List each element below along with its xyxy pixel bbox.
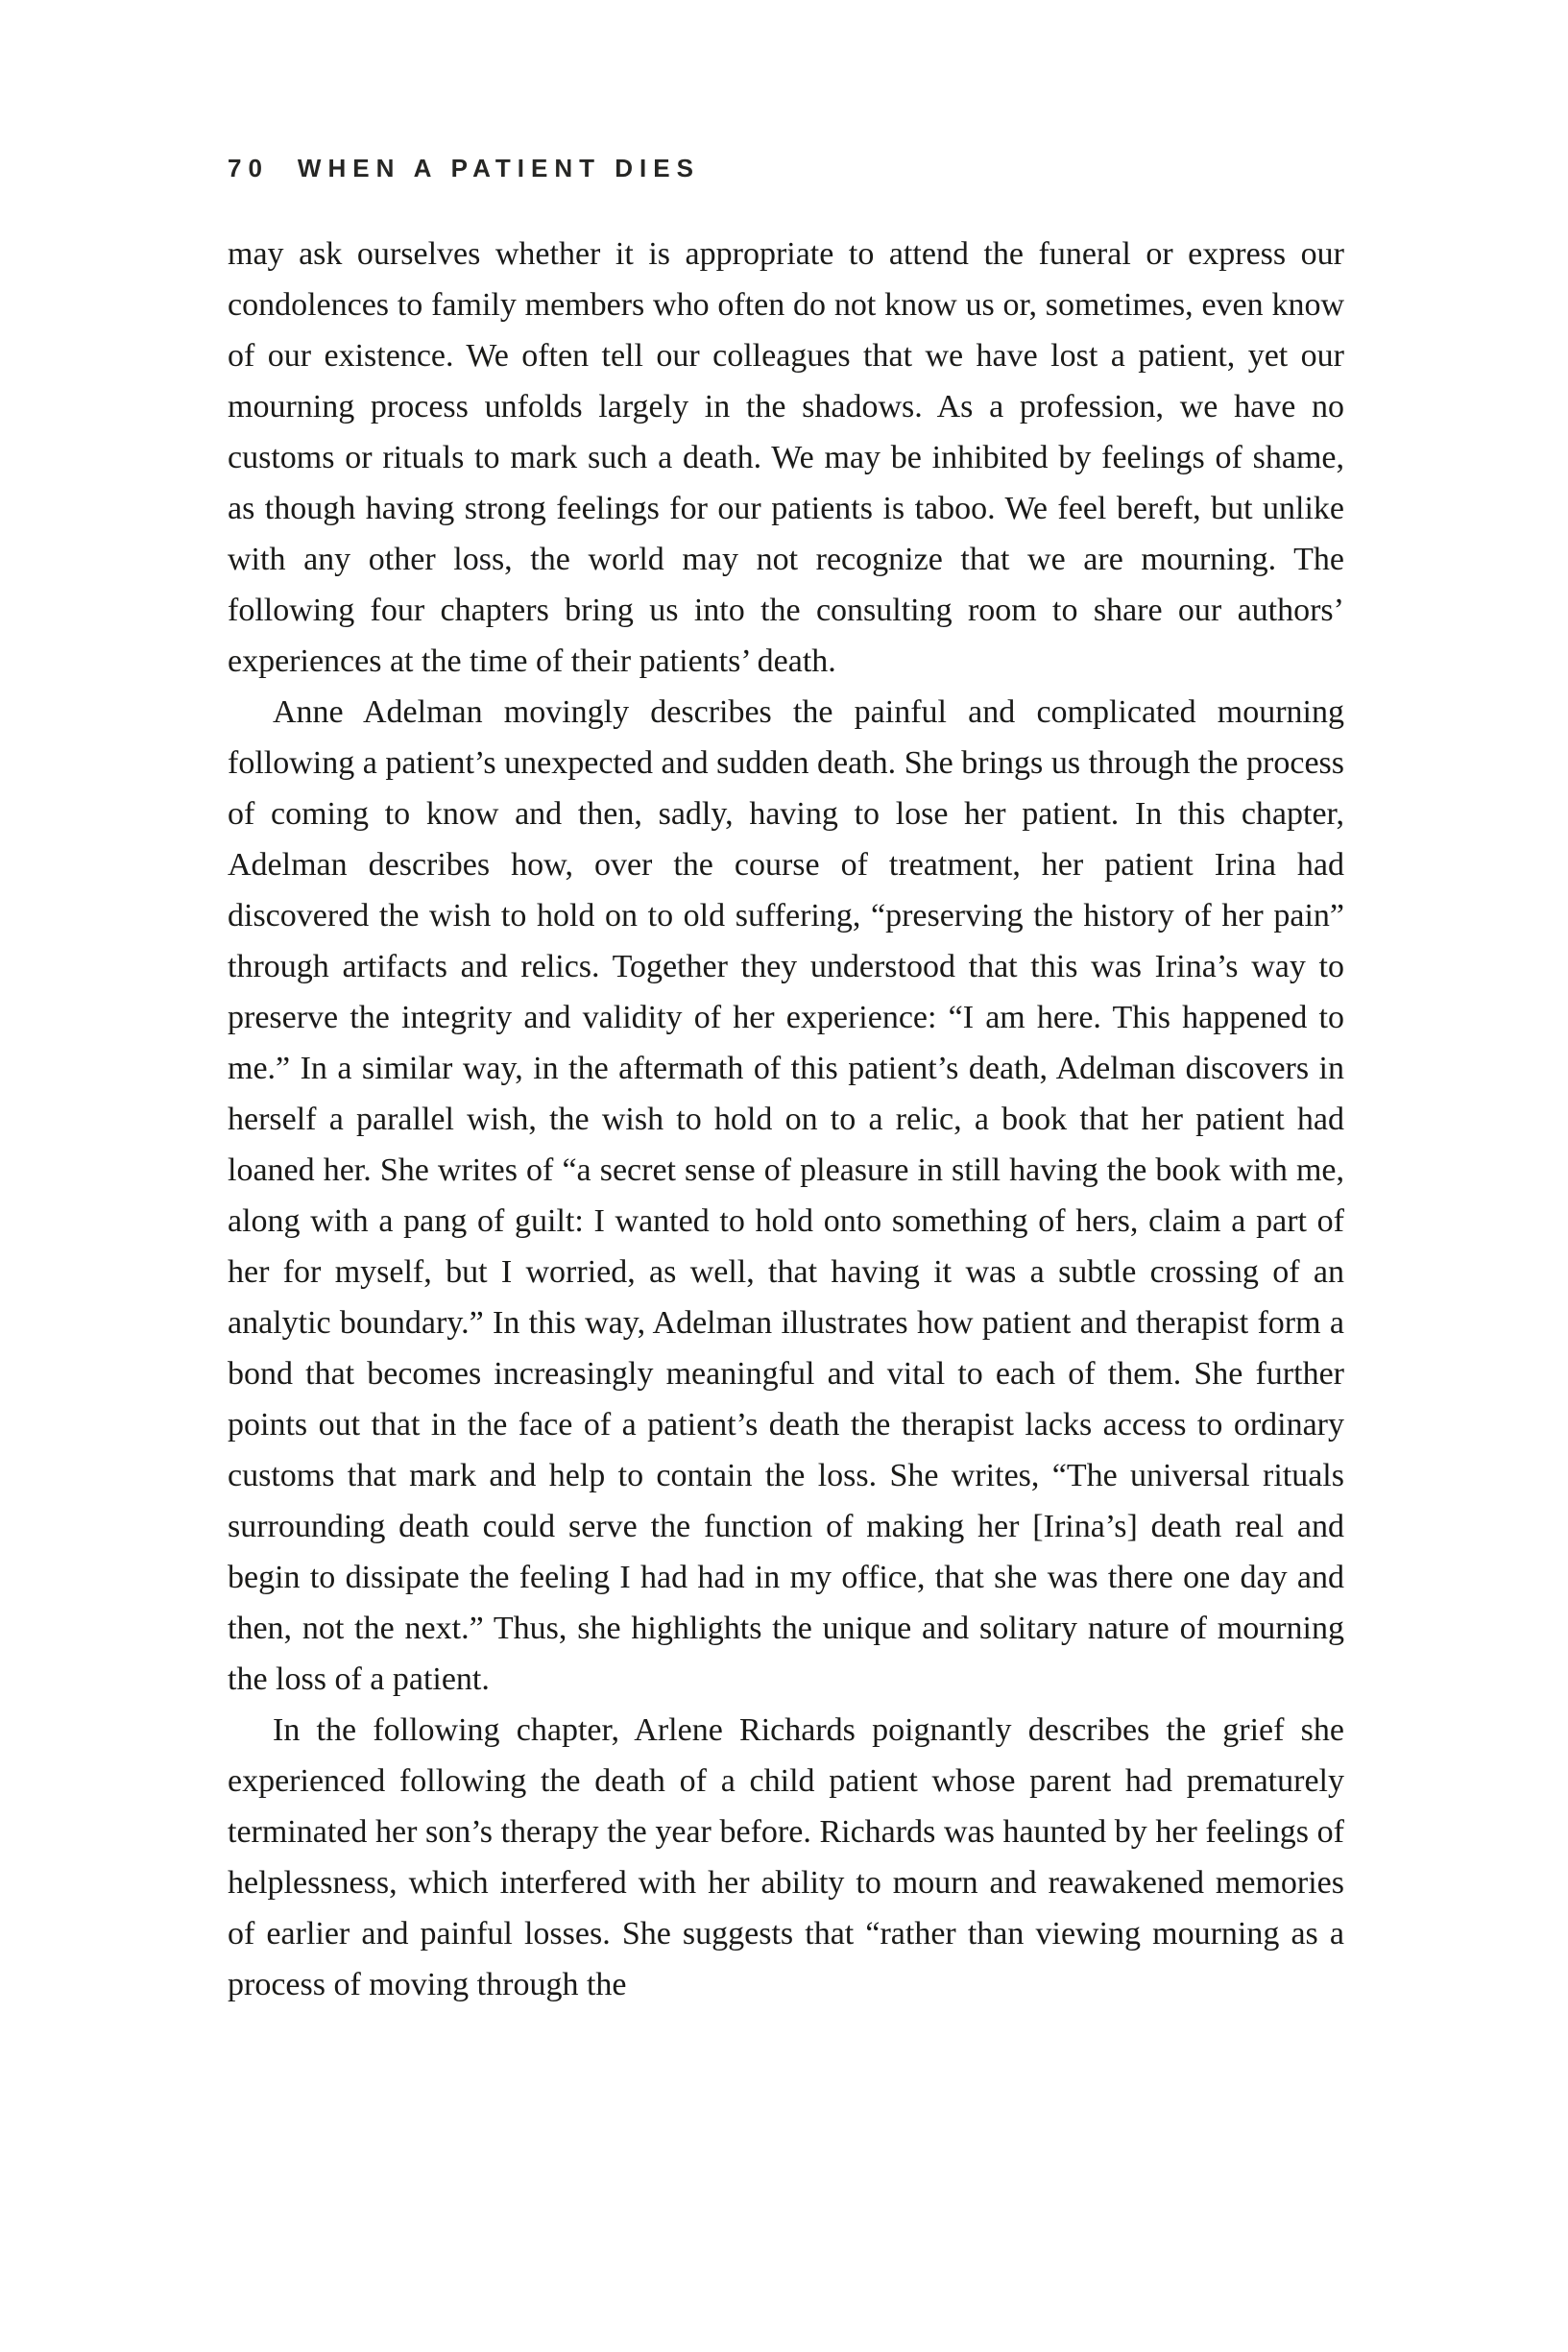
paragraph-richards: In the following chapter, Arlene Richards poignantly describes the grief she experienced following the death of a child patient whose parent had prematurely terminated her son’s therapy the year before. Richards was haunted by her feelings of helplessness, which interfered with her ability to mourn and reawakened memories of earlier and painful losses. She suggests that “rather than viewing mourning as a process of moving through the bbox=[228, 1712, 1344, 2002]
paragraph-adelman: Anne Adelman movingly describes the painful and complicated mourning following a patient’s unexpected and sudden death. She brings us through the process of coming to know and then, sadly, having to lose her patient. In this chapter, Adelman describes how, over the course of treatment, her patient Irina had discovered the wish to hold on to old suffering, “preserving the history of her pain” through artifacts and relics. Together they understood that this was Irina’s way to preserve the integrity and validity of her experience: “I am here. This happened to me.” In a similar way, in the aftermath of this patient’s death, Adelman discovers in herself a parallel wish, the wish to hold on to a relic, a book that her patient had loaned her. She writes of “a secret sense of pleasure in still having the book with me, along with a pang of guilt: I wanted to hold onto something of hers, claim a part of her for myself, but I worried, as well, that having it was a subtle crossing of an analytic boundary.” In this way, Adelman illustrates how patient and therapist form a bond that becomes increasingly meaningful and vital to each of them. She further points out that in the face of a patient’s death the therapist lacks access to ordinary customs that mark and help to contain the loss. She writes, “The universal rituals surrounding death could serve the function of making her [Irina’s] death real and begin to dissipate the feeling I had had in my office, that she was there one day and then, not the next.” Thus, she highlights the unique and solitary nature of mourning the loss of a patient. bbox=[228, 694, 1344, 1697]
running-title: WHEN A PATIENT DIES bbox=[297, 154, 700, 182]
running-header bbox=[228, 154, 700, 183]
page-number: 70 bbox=[228, 154, 269, 182]
paragraph-continuation: may ask ourselves whether it is appropriate to attend the funeral or express our condolences to family members who often do not know us or, sometimes, even know of our existence. We often tell our colleagues that we have lost a patient, yet our mourning process unfolds largely in the shadows. As a profession, we have no customs or rituals to mark such a death. We may be inhibited by feelings of shame, as though having strong feelings for our patients is taboo. We feel bereft, but unlike with any other loss, the world may not recognize that we are mourning. The following four chapters bring us into the consulting room to share our authors’ experiences at the time of their patients’ death. bbox=[228, 236, 1344, 679]
body-text-block bbox=[228, 229, 1344, 2010]
